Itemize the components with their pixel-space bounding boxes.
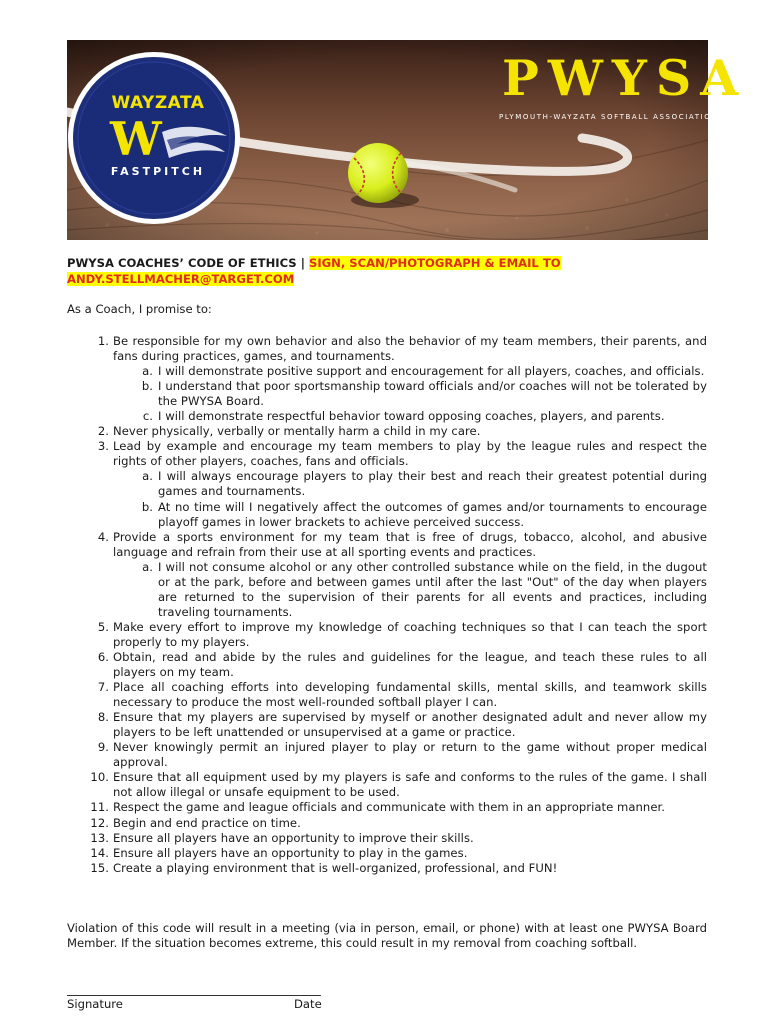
pledge-text: Respect the game and league officials and communicate with them in an appropriate manner. bbox=[113, 800, 665, 815]
pledge-number: 14. bbox=[90, 845, 109, 860]
pledge-text: Never knowingly permit an injured player to play or return to the game without proper medical approval. bbox=[113, 740, 707, 770]
pledge-text: Create a playing environment that is well-organized, professional, and FUN! bbox=[113, 860, 558, 875]
pledge-number: 15. bbox=[90, 860, 109, 875]
pledge-text: Place all coaching efforts into developing fundamental skills, mental skills, and teamwork skills necessary to produce the most well-rounded softball player I can. bbox=[113, 680, 707, 710]
violation-paragraph: Violation of this code will result in a meeting (via in person, email, or phone) with at least one PWYSA Board Member. If the situation becomes extreme, this could result in my removal from coaching softball. bbox=[67, 921, 707, 951]
logo-fastpitch-text: FASTPITCH bbox=[110, 165, 206, 178]
pledge-item bbox=[89, 650, 707, 680]
pledge-subitem bbox=[89, 409, 707, 424]
date-label: Date bbox=[294, 997, 322, 1011]
heading-instruction: SIGN, SCAN/PHOTOGRAPH & EMAIL TO bbox=[308, 256, 561, 270]
pledge-item bbox=[89, 680, 707, 710]
pledge-item bbox=[89, 334, 707, 364]
pledge-number: 8. bbox=[97, 710, 109, 725]
subitem-text: I will demonstrate respectful behavior toward opposing coaches, players, and parents. bbox=[158, 409, 665, 424]
subitem-text: I will not consume alcohol or any other controlled substance while on the field, in the dugout or at the park, before and between games until after the last "Out" of the day when players are returned to the supervision of their parents for all events and practices, including traveling tournaments. bbox=[158, 559, 707, 619]
pledge-text: Lead by example and encourage my team members to play by the league rules and respect the rights of other players, coaches, fans and officials. bbox=[113, 439, 707, 469]
pledge-number: 12. bbox=[90, 815, 109, 830]
subitem-letter: a. bbox=[142, 364, 153, 379]
logo-w-letter: W bbox=[110, 112, 162, 166]
signature-label: Signature bbox=[67, 997, 123, 1011]
pledge-text: Be responsible for my own behavior and also the behavior of my team members, their parents, and fans during practices, games, and tournaments. bbox=[113, 334, 707, 364]
logo-wayzata-text: WAYZATA bbox=[111, 93, 205, 113]
pledge-item bbox=[89, 620, 707, 650]
pledge-text: Never physically, verbally or mentally harm a child in my care. bbox=[113, 424, 481, 439]
subitem-text: I understand that poor sportsmanship toward officials and/or coaches will not be tolerated by the PWYSA Board. bbox=[158, 379, 707, 409]
pledge-number: 9. bbox=[97, 740, 109, 755]
pledge-number: 13. bbox=[90, 830, 109, 845]
pledge-list bbox=[89, 334, 707, 876]
subitem-letter: a. bbox=[142, 469, 153, 484]
pledge-number: 11. bbox=[90, 800, 109, 815]
pledge-text: Obtain, read and abide by the rules and guidelines for the league, and teach these rules to all players on my team. bbox=[113, 649, 707, 680]
document-heading bbox=[67, 255, 708, 287]
pledge-item bbox=[89, 846, 707, 861]
subitem-text: At no time will I negatively affect the outcomes of games and/or tournaments to encourage playoff games in lower brackets to achieve perceived success. bbox=[158, 499, 707, 529]
pledge-item bbox=[89, 439, 707, 469]
pledge-subitem bbox=[89, 379, 707, 409]
pledge-item bbox=[89, 770, 707, 800]
pledge-text: Make every effort to improve my knowledge of coaching techniques so that I can teach the sport properly to my players. bbox=[113, 619, 707, 649]
pledge-subitem bbox=[89, 364, 707, 379]
pledge-number: 3. bbox=[97, 439, 109, 454]
pledge-item bbox=[89, 424, 707, 439]
pledge-subitem bbox=[89, 560, 707, 620]
pledge-number: 5. bbox=[97, 619, 109, 634]
pledge-item bbox=[89, 800, 707, 815]
pledge-number: 2. bbox=[97, 424, 109, 439]
pledge-item bbox=[89, 710, 707, 740]
pledge-item bbox=[89, 816, 707, 831]
subitem-letter: c. bbox=[142, 409, 153, 424]
pledge-number: 7. bbox=[97, 680, 109, 695]
org-subtitle: PLYMOUTH-WAYZATA SOFTBALL ASSOCIATION bbox=[499, 113, 719, 121]
pledge-text: Ensure all players have an opportunity to play in the games. bbox=[113, 845, 468, 860]
org-name-logo: PWYSA bbox=[502, 49, 748, 107]
pledge-item bbox=[89, 831, 707, 846]
pledge-subitem bbox=[89, 500, 707, 530]
intro-text: As a Coach, I promise to: bbox=[67, 302, 212, 316]
pledge-subitem bbox=[89, 469, 707, 499]
pledge-number: 6. bbox=[97, 649, 109, 664]
subitem-letter: b. bbox=[141, 379, 153, 394]
pledge-number: 1. bbox=[97, 334, 109, 348]
pledge-text: Ensure that my players are supervised by myself or another designated adult and never allow my players to be left unattended or unsupervised at a game or practice. bbox=[113, 710, 707, 740]
pledge-text: Ensure all players have an opportunity to improve their skills. bbox=[113, 830, 474, 845]
pledge-text: Begin and end practice on time. bbox=[113, 815, 301, 830]
pledge-number: 4. bbox=[97, 529, 109, 544]
heading-title: PWYSA COACHES’ CODE OF ETHICS | bbox=[67, 256, 309, 270]
pledge-item bbox=[89, 740, 707, 770]
pledge-item bbox=[89, 530, 707, 560]
pledge-item bbox=[89, 861, 707, 876]
pledge-number: 10. bbox=[90, 770, 109, 785]
pledge-text: Ensure that all equipment used by my players is safe and conforms to the rules of the game. I shall not allow illegal or unsafe equipment to be used. bbox=[113, 770, 707, 800]
subitem-letter: a. bbox=[142, 559, 153, 574]
subitem-letter: b. bbox=[141, 499, 153, 514]
pledge-text: Provide a sports environment for my team that is free of drugs, tobacco, alcohol, and abusive language and refrain from their use at all sporting events and practices. bbox=[113, 529, 707, 559]
subitem-text: I will always encourage players to play their best and reach their greatest potential during games and tournaments. bbox=[158, 469, 707, 499]
heading-email: ANDY.STELLMACHER@TARGET.COM bbox=[67, 272, 295, 286]
subitem-text: I will demonstrate positive support and encouragement for all players, coaches, and officials. bbox=[158, 364, 705, 379]
